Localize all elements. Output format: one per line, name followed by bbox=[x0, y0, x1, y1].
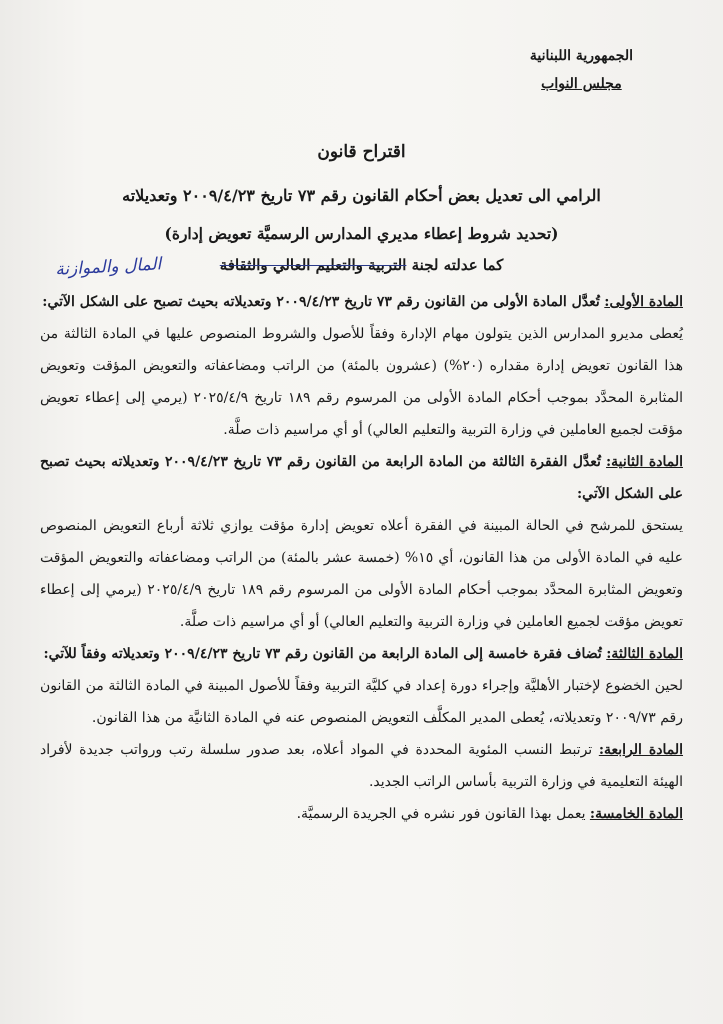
law-subject: الرامي الى تعديل بعض أحكام القانون رقم ٧٣ تاريخ ٢٠٠٩/٤/٢٣ وتعديلاته bbox=[122, 186, 601, 205]
commission-struck: التربية والتعليم العالي والثقافة bbox=[219, 256, 407, 274]
article-5-body: يعمل بهذا القانون فور نشره في الجريدة الرسميَّة. bbox=[296, 806, 586, 822]
articles-body bbox=[40, 286, 683, 830]
article-4-body: ترتبط النسب المئوية المحددة في المواد أعلاه، بعد صدور سلسلة رتب ورواتب جديدة لأفراد الهيئة التعليمية في وزارة التربية بأساس الراتب الجديد. bbox=[40, 742, 683, 790]
article-3-body: لحين الخضوع لإختبار الأهليَّة وإجراء دورة إعداد في كليَّة التربية وفقاً للأصول المبينة في المادة الثالثة من القانون رقم ٢٠٠٩/٧٣ وتعديلاته، يُعطى المدير المكلَّف التعويض المنصوص عنه في المادة الثانيَّة من هذا القانون. bbox=[40, 678, 683, 726]
article-2-label: المادة الثانية: bbox=[606, 454, 683, 470]
letterhead bbox=[530, 42, 633, 98]
parliament-name: مجلس النواب bbox=[541, 76, 622, 92]
republic-name: الجمهورية اللبنانية bbox=[529, 48, 633, 64]
article-3-heading: تُضاف فقرة خامسة إلى المادة الرابعة من القانون رقم ٧٣ تاريخ ٢٠٠٩/٤/٢٣ وتعديلاته وفقاً للآتي: bbox=[43, 646, 602, 662]
commission-prefix: كما عدلته لجنة bbox=[411, 256, 504, 274]
article-2-body: يستحق للمرشح في الحالة المبينة في الفقرة أعلاه تعويض إدارة مؤقت يوازي ثلاثة أرباع التعويض المنصوص عليه في المادة الأولى من هذا القانون، أي ١٥% (خمسة عشر بالمئة) من الراتب ومضاعفاته والتعويض المؤقت وتعويض المثابرة المحدَّد بموجب أحكام المادة الأولى من المرسوم رقم ١٨٩ تاريخ ٢٠٢٥/٤/٩ (يرمي إلى إعطاء تعويض مؤقت لجميع العاملين في وزارة التربية والتعليم العالي) أو أي مراسيم ذات صلَّة. bbox=[40, 518, 683, 630]
article-5 bbox=[40, 798, 683, 830]
proposal-title: اقتراح قانون bbox=[317, 142, 406, 162]
article-4-label: المادة الرابعة: bbox=[598, 742, 684, 758]
handwritten-annotation: المال والموازنة bbox=[54, 254, 162, 280]
article-1 bbox=[40, 286, 683, 318]
article-1-label: المادة الأولى: bbox=[604, 294, 683, 310]
article-3-label: المادة الثالثة: bbox=[606, 646, 683, 662]
article-3 bbox=[40, 638, 683, 670]
article-1-body: يُعطى مديرو المدارس الذين يتولون مهام الإدارة وفقاً للأصول والشروط المنصوص عليها في المادة الثالثة من هذا القانون تعويض إدارة مقداره (٢٠%) (عشرون بالمئة) من الراتب ومضاعفاته والتعويض المؤقت وتعويض المثابرة المحدَّد بموجب أحكام المادة الأولى من المرسوم رقم ١٨٩ تاريخ ٢٠٢٥/٤/٩ (يرمي إلى إعطاء تعويض مؤقت لجميع العاملين في وزارة التربية والتعليم العالي) أو أي مراسيم ذات صلَّة. bbox=[40, 326, 684, 438]
article-1-heading: تُعدَّل المادة الأولى من القانون رقم ٧٣ تاريخ ٢٠٠٩/٤/٢٣ وتعديلاته بحيث تصبح على الشكل الآتي: bbox=[42, 294, 600, 310]
article-5-label: المادة الخامسة: bbox=[589, 806, 683, 822]
article-4 bbox=[40, 734, 683, 798]
law-subtitle: (تحديد شروط إعطاء مديري المدارس الرسميَّة تعويض إدارة) bbox=[164, 224, 559, 243]
article-2-heading: تُعدَّل الفقرة الثالثة من المادة الرابعة من القانون رقم ٧٣ تاريخ ٢٠٠٩/٤/٢٣ وتعديلاته بحيث تصبح على الشكل الآتي: bbox=[40, 454, 683, 502]
article-2 bbox=[40, 446, 683, 510]
